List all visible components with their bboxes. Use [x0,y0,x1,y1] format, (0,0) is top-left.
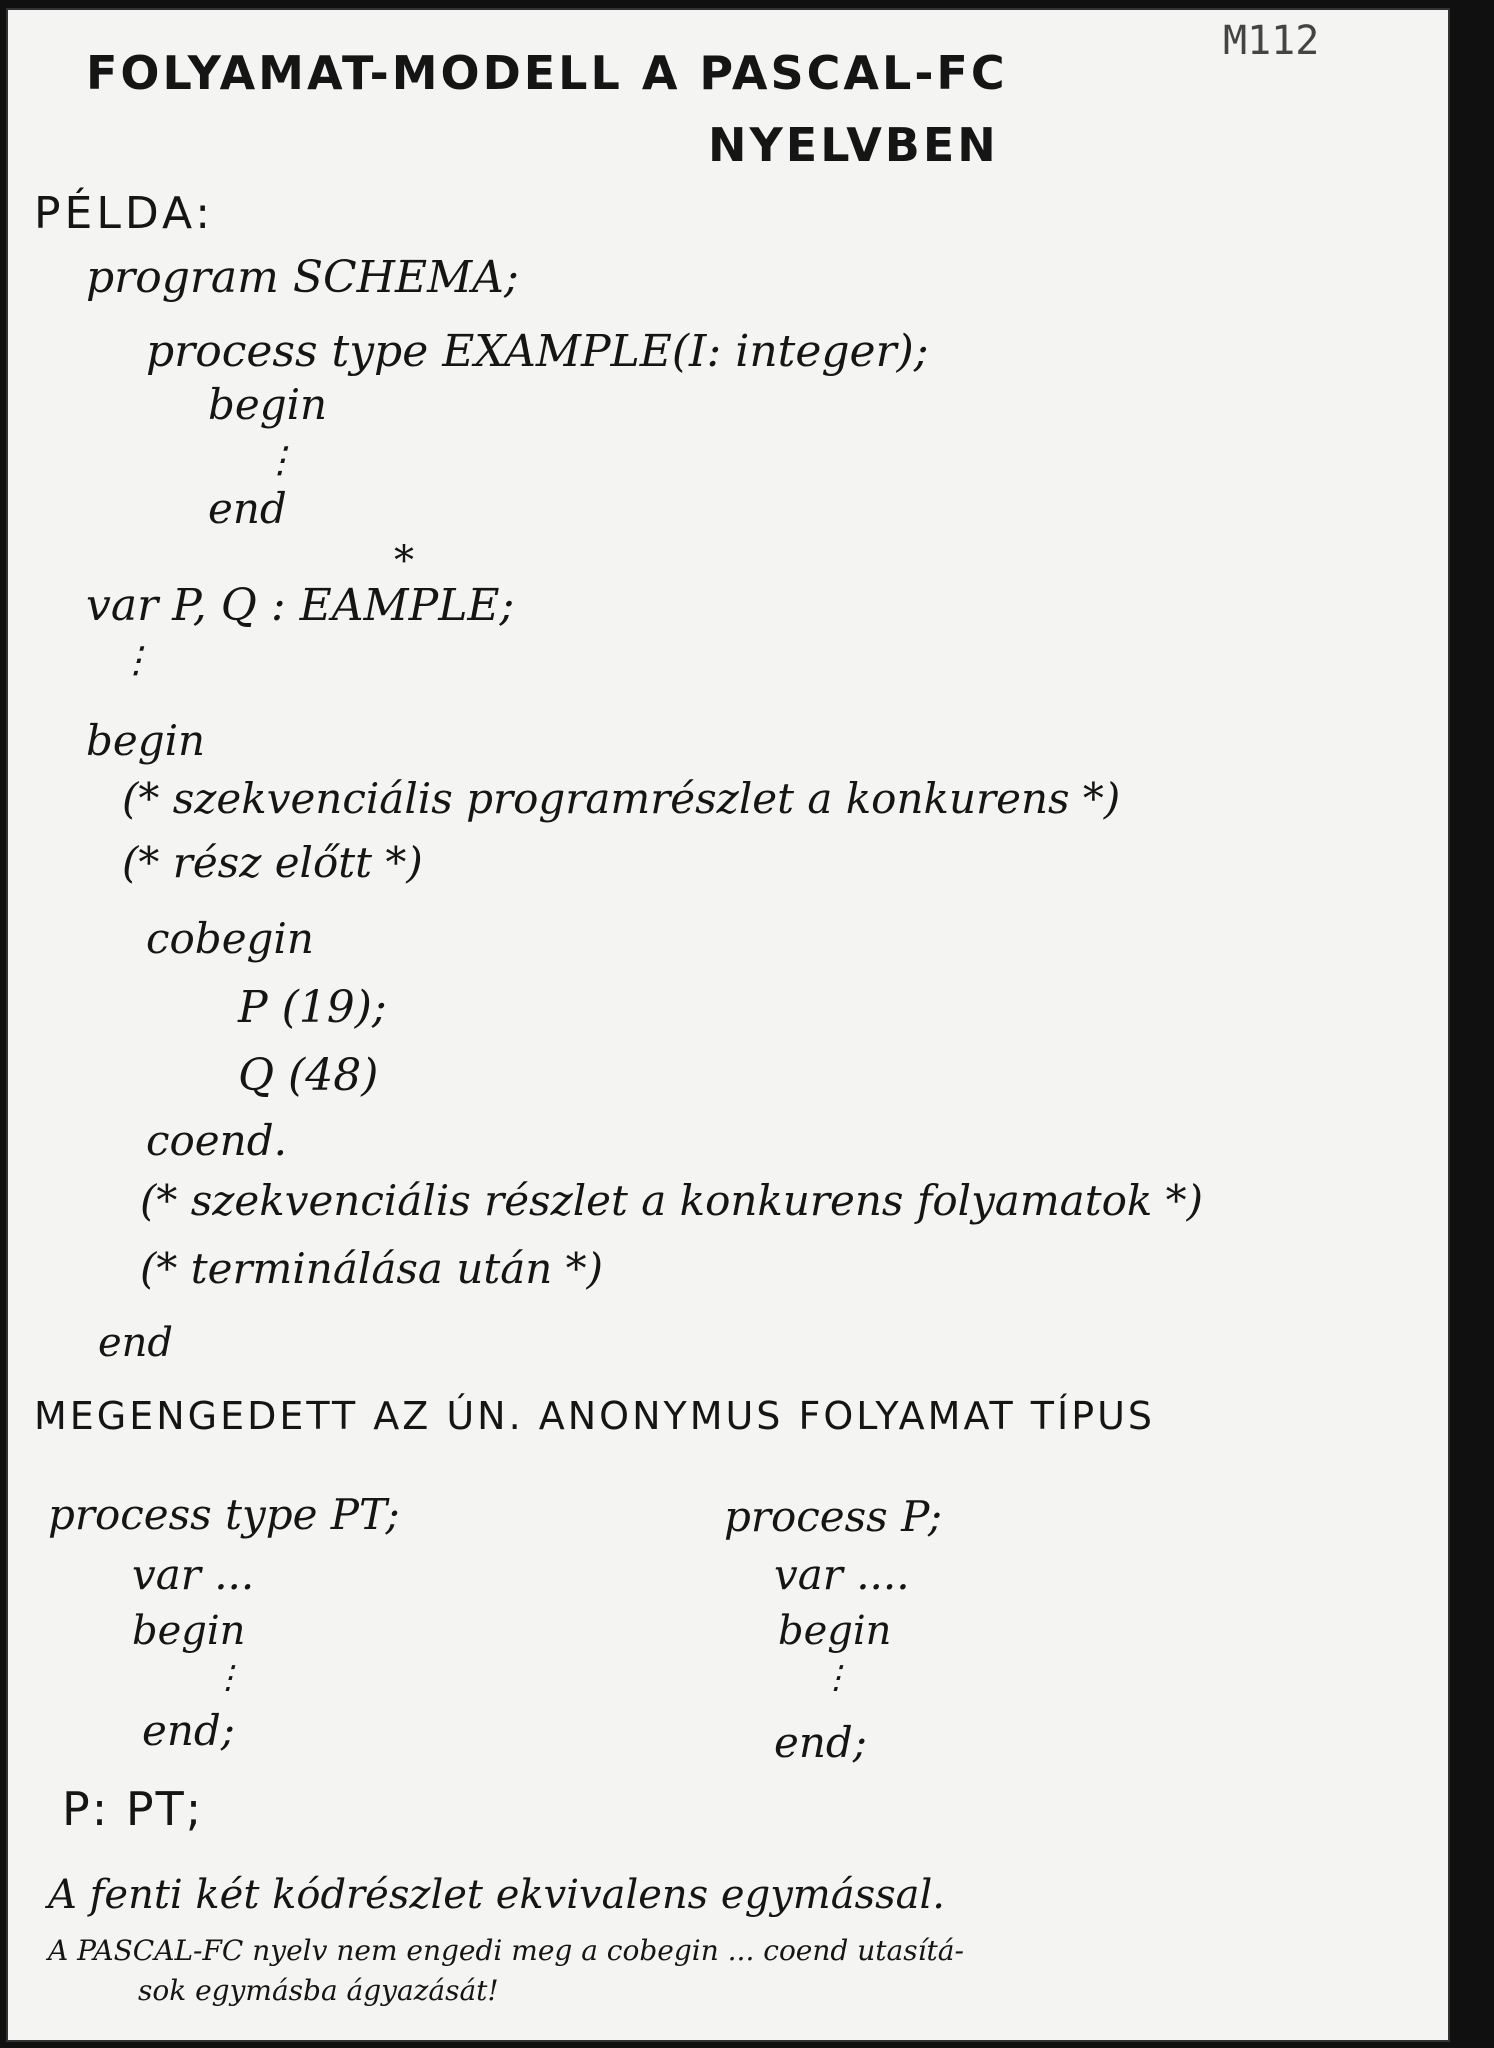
left-end: end; [142,1706,235,1755]
page-number: M112 [1223,18,1320,64]
code-var-line: var P, Q : EAMPLE; [86,580,515,631]
code-coend: coend. [146,1116,287,1165]
code-comment-4: (* terminálása után *) [140,1244,604,1293]
left-begin: begin [132,1608,246,1654]
star-mark: * [394,538,414,584]
anonymous-process-heading: MEGENGEDETT AZ ÚN. ANONYMUS FOLYAMAT TÍPUS [34,1394,1156,1438]
footer-restriction-note: A PASCAL-FC nyelv nem engedi meg a cobegin ... coend utasítá- [48,1934,964,1967]
code-cobegin: cobegin [146,914,314,963]
left-process-type: process type PT; [48,1490,400,1539]
code-end-2: end [98,1320,174,1366]
code-p-call: P (19); [238,982,387,1033]
code-end-1: end [208,484,287,533]
right-begin: begin [778,1608,892,1654]
code-process-type-line: process type EXAMPLE(I: integer); [146,326,929,377]
left-instance-decl: P: PT; [62,1782,204,1836]
left-ellipsis: ⋮ [212,1658,244,1696]
code-comment-1: (* szekvenciális programrészlet a konkurens *) [122,774,1121,823]
right-process: process P; [724,1492,942,1541]
footer-restriction-note-cont: sok egymásba ágyazását! [138,1974,499,2007]
title-line-2: NYELVBEN [708,118,999,172]
code-comment-2: (* rész előtt *) [122,838,423,887]
code-program-line: program SCHEMA; [86,252,519,303]
code-ellipsis-1: ⋮ [262,440,298,481]
code-q-call: Q (48) [238,1050,379,1101]
footer-equivalence-note: A fenti két kódrészlet ekvivalens egymással. [48,1872,945,1918]
example-label: PÉLDA: [34,188,215,239]
code-begin-1: begin [208,380,328,429]
left-var: var ... [132,1550,255,1599]
right-ellipsis: ⋮ [820,1658,852,1696]
code-ellipsis-2: ⋮ [118,640,154,681]
code-comment-3: (* szekvenciális részlet a konkurens folyamatok *) [140,1176,1204,1225]
right-end: end; [774,1718,867,1767]
document-page [6,8,1450,2042]
title-line-1: FOLYAMAT-MODELL A PASCAL-FC [86,46,1008,100]
code-begin-2: begin [86,716,206,765]
right-var: var .... [774,1550,910,1599]
